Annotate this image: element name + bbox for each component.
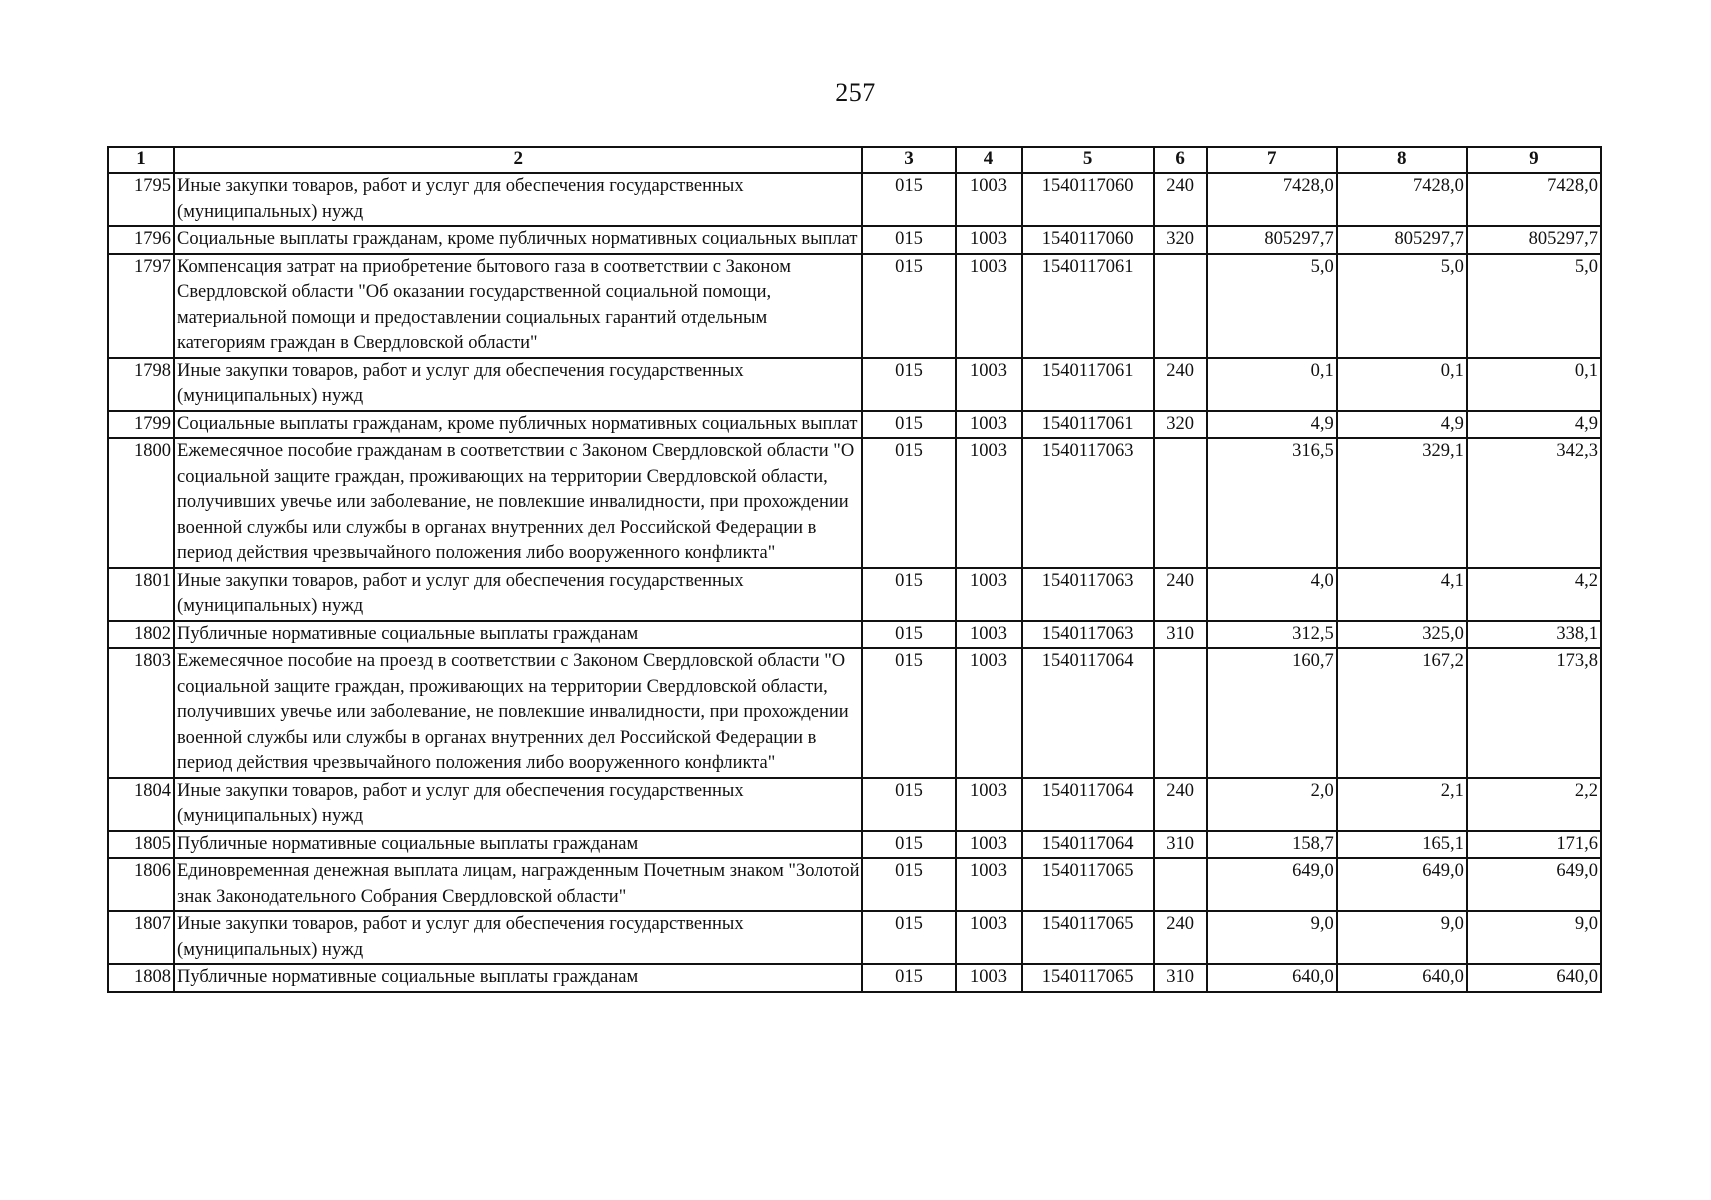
value-9-cell: 0,1: [1467, 358, 1601, 411]
code-6-cell: 320: [1154, 411, 1207, 439]
column-header-5: 5: [1022, 147, 1154, 173]
value-7-cell: 160,7: [1207, 648, 1337, 778]
value-8-cell: 640,0: [1337, 964, 1467, 992]
row-number-cell: 1808: [108, 964, 174, 992]
value-7-cell: 4,9: [1207, 411, 1337, 439]
code-3-cell: 015: [862, 648, 955, 778]
code-5-cell: 1540117060: [1022, 226, 1154, 254]
code-4-cell: 1003: [956, 858, 1022, 911]
code-4-cell: 1003: [956, 621, 1022, 649]
value-7-cell: 4,0: [1207, 568, 1337, 621]
code-6-cell: 240: [1154, 173, 1207, 226]
column-header-6: 6: [1154, 147, 1207, 173]
value-9-cell: 7428,0: [1467, 173, 1601, 226]
column-header-4: 4: [956, 147, 1022, 173]
column-header-3: 3: [862, 147, 955, 173]
row-number-cell: 1800: [108, 438, 174, 568]
description-cell: Социальные выплаты гражданам, кроме публичных нормативных социальных выплат: [174, 411, 862, 439]
value-7-cell: 805297,7: [1207, 226, 1337, 254]
table-row: [108, 831, 1601, 859]
row-number-cell: 1803: [108, 648, 174, 778]
budget-table: [107, 146, 1602, 993]
table-row: [108, 438, 1601, 568]
row-number-cell: 1798: [108, 358, 174, 411]
table-row: [108, 648, 1601, 778]
row-number-cell: 1797: [108, 254, 174, 358]
value-9-cell: 342,3: [1467, 438, 1601, 568]
row-number-cell: 1802: [108, 621, 174, 649]
value-8-cell: 9,0: [1337, 911, 1467, 964]
row-number-cell: 1806: [108, 858, 174, 911]
code-4-cell: 1003: [956, 911, 1022, 964]
value-8-cell: 329,1: [1337, 438, 1467, 568]
description-cell: Иные закупки товаров, работ и услуг для обеспечения государственных (муниципальных) нужд: [174, 568, 862, 621]
code-6-cell: [1154, 254, 1207, 358]
code-4-cell: 1003: [956, 254, 1022, 358]
value-8-cell: 4,1: [1337, 568, 1467, 621]
code-5-cell: 1540117063: [1022, 568, 1154, 621]
table-row: [108, 568, 1601, 621]
description-cell: Публичные нормативные социальные выплаты гражданам: [174, 964, 862, 992]
description-cell: Ежемесячное пособие гражданам в соответствии с Законом Свердловской области "О социальной защите граждан, проживающих на территории Свердловской области, получивших увечье или заболевание, не повлекшие инвалидности, при прохождении военной службы или службы в органах внутренних дел Российской Федерации в период действия чрезвычайного положения либо вооруженного конфликта": [174, 438, 862, 568]
value-8-cell: 7428,0: [1337, 173, 1467, 226]
table-row: [108, 621, 1601, 649]
code-3-cell: 015: [862, 621, 955, 649]
table-row: [108, 226, 1601, 254]
code-5-cell: 1540117063: [1022, 621, 1154, 649]
value-7-cell: 7428,0: [1207, 173, 1337, 226]
description-cell: Иные закупки товаров, работ и услуг для обеспечения государственных (муниципальных) нужд: [174, 778, 862, 831]
code-3-cell: 015: [862, 358, 955, 411]
code-3-cell: 015: [862, 173, 955, 226]
code-3-cell: 015: [862, 778, 955, 831]
code-4-cell: 1003: [956, 173, 1022, 226]
value-8-cell: 0,1: [1337, 358, 1467, 411]
code-5-cell: 1540117060: [1022, 173, 1154, 226]
code-4-cell: 1003: [956, 831, 1022, 859]
table-row: [108, 254, 1601, 358]
code-4-cell: 1003: [956, 778, 1022, 831]
code-3-cell: 015: [862, 438, 955, 568]
code-6-cell: 240: [1154, 358, 1207, 411]
value-9-cell: 171,6: [1467, 831, 1601, 859]
column-header-9: 9: [1467, 147, 1601, 173]
row-number-cell: 1801: [108, 568, 174, 621]
description-cell: Иные закупки товаров, работ и услуг для обеспечения государственных (муниципальных) нужд: [174, 173, 862, 226]
code-6-cell: 240: [1154, 911, 1207, 964]
code-3-cell: 015: [862, 254, 955, 358]
description-cell: Единовременная денежная выплата лицам, награжденным Почетным знаком "Золотой знак Законодательного Собрания Свердловской области": [174, 858, 862, 911]
code-5-cell: 1540117061: [1022, 358, 1154, 411]
description-cell: Публичные нормативные социальные выплаты гражданам: [174, 621, 862, 649]
value-8-cell: 165,1: [1337, 831, 1467, 859]
row-number-cell: 1805: [108, 831, 174, 859]
value-9-cell: 9,0: [1467, 911, 1601, 964]
code-5-cell: 1540117065: [1022, 964, 1154, 992]
code-6-cell: [1154, 858, 1207, 911]
column-header-7: 7: [1207, 147, 1337, 173]
row-number-cell: 1799: [108, 411, 174, 439]
row-number-cell: 1796: [108, 226, 174, 254]
value-9-cell: 4,9: [1467, 411, 1601, 439]
code-5-cell: 1540117065: [1022, 911, 1154, 964]
code-6-cell: 240: [1154, 568, 1207, 621]
value-8-cell: 805297,7: [1337, 226, 1467, 254]
code-3-cell: 015: [862, 858, 955, 911]
code-6-cell: [1154, 438, 1207, 568]
code-5-cell: 1540117064: [1022, 778, 1154, 831]
code-3-cell: 015: [862, 411, 955, 439]
table-row: [108, 778, 1601, 831]
value-9-cell: 649,0: [1467, 858, 1601, 911]
description-cell: Компенсация затрат на приобретение бытового газа в соответствии с Законом Свердловской области "Об оказании государственной социальной помощи, материальной помощи и предоставлении социальных гарантий отдельным категориям граждан в Свердловской области": [174, 254, 862, 358]
table-row: [108, 858, 1601, 911]
column-header-8: 8: [1337, 147, 1467, 173]
column-header-2: 2: [174, 147, 862, 173]
code-5-cell: 1540117064: [1022, 648, 1154, 778]
code-3-cell: 015: [862, 964, 955, 992]
code-6-cell: 310: [1154, 831, 1207, 859]
code-4-cell: 1003: [956, 411, 1022, 439]
code-5-cell: 1540117064: [1022, 831, 1154, 859]
code-4-cell: 1003: [956, 964, 1022, 992]
row-number-cell: 1804: [108, 778, 174, 831]
code-6-cell: 240: [1154, 778, 1207, 831]
code-4-cell: 1003: [956, 358, 1022, 411]
value-7-cell: 5,0: [1207, 254, 1337, 358]
code-5-cell: 1540117061: [1022, 254, 1154, 358]
description-cell: Иные закупки товаров, работ и услуг для обеспечения государственных (муниципальных) нужд: [174, 911, 862, 964]
code-5-cell: 1540117065: [1022, 858, 1154, 911]
code-3-cell: 015: [862, 831, 955, 859]
value-8-cell: 649,0: [1337, 858, 1467, 911]
value-9-cell: 4,2: [1467, 568, 1601, 621]
code-3-cell: 015: [862, 911, 955, 964]
page-number: 257: [835, 78, 876, 107]
code-4-cell: 1003: [956, 648, 1022, 778]
table-row: [108, 358, 1601, 411]
code-4-cell: 1003: [956, 226, 1022, 254]
description-cell: Публичные нормативные социальные выплаты гражданам: [174, 831, 862, 859]
value-7-cell: 158,7: [1207, 831, 1337, 859]
value-7-cell: 0,1: [1207, 358, 1337, 411]
value-7-cell: 2,0: [1207, 778, 1337, 831]
description-cell: Ежемесячное пособие на проезд в соответствии с Законом Свердловской области "О социальной защите граждан, проживающих на территории Свердловской области, получивших увечье или заболевание, не повлекшие инвалидности, при прохождении военной службы или службы в органах внутренних дел Российской Федерации в период действия чрезвычайного положения либо вооруженного конфликта": [174, 648, 862, 778]
code-4-cell: 1003: [956, 568, 1022, 621]
value-7-cell: 312,5: [1207, 621, 1337, 649]
code-3-cell: 015: [862, 568, 955, 621]
code-5-cell: 1540117063: [1022, 438, 1154, 568]
value-9-cell: 805297,7: [1467, 226, 1601, 254]
table-body: [108, 173, 1601, 992]
value-7-cell: 640,0: [1207, 964, 1337, 992]
code-3-cell: 015: [862, 226, 955, 254]
value-9-cell: 5,0: [1467, 254, 1601, 358]
code-6-cell: 320: [1154, 226, 1207, 254]
code-6-cell: 310: [1154, 621, 1207, 649]
value-8-cell: 4,9: [1337, 411, 1467, 439]
value-7-cell: 9,0: [1207, 911, 1337, 964]
value-8-cell: 5,0: [1337, 254, 1467, 358]
description-cell: Социальные выплаты гражданам, кроме публичных нормативных социальных выплат: [174, 226, 862, 254]
value-9-cell: 173,8: [1467, 648, 1601, 778]
value-7-cell: 316,5: [1207, 438, 1337, 568]
description-cell: Иные закупки товаров, работ и услуг для обеспечения государственных (муниципальных) нужд: [174, 358, 862, 411]
table-row: [108, 964, 1601, 992]
value-8-cell: 2,1: [1337, 778, 1467, 831]
code-5-cell: 1540117061: [1022, 411, 1154, 439]
value-9-cell: 2,2: [1467, 778, 1601, 831]
value-7-cell: 649,0: [1207, 858, 1337, 911]
column-header-1: 1: [108, 147, 174, 173]
code-6-cell: [1154, 648, 1207, 778]
table-row: [108, 911, 1601, 964]
value-9-cell: 338,1: [1467, 621, 1601, 649]
table-header-row: [108, 147, 1601, 173]
value-9-cell: 640,0: [1467, 964, 1601, 992]
value-8-cell: 325,0: [1337, 621, 1467, 649]
value-8-cell: 167,2: [1337, 648, 1467, 778]
table-row: [108, 173, 1601, 226]
code-4-cell: 1003: [956, 438, 1022, 568]
row-number-cell: 1807: [108, 911, 174, 964]
code-6-cell: 310: [1154, 964, 1207, 992]
table-row: [108, 411, 1601, 439]
row-number-cell: 1795: [108, 173, 174, 226]
